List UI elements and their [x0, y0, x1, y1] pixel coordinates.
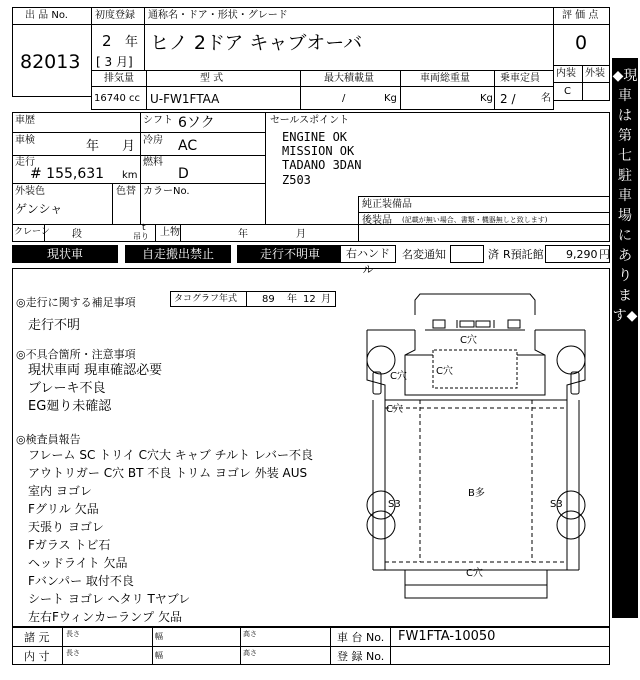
genuine-equipment-label: 純正装備品 [362, 199, 412, 210]
max-load-value: / [342, 93, 346, 104]
gross-weight-label: 車両総重量 [420, 73, 470, 84]
width-label-2: 幅 [155, 651, 163, 660]
tax-unit: 円 [599, 248, 610, 261]
car-name-label: 通称名・ドア・形状・グレード [148, 10, 288, 21]
inspection-label: 車検 [15, 135, 35, 146]
inspector-note-line: ヘッドライト 欠品 [28, 556, 128, 570]
name-change-box [450, 245, 484, 263]
width-label: 幅 [155, 632, 163, 641]
defect-note-line: 現状車両 現車確認必要 [28, 363, 163, 378]
diagram-mark-cab-center: C穴 [436, 366, 453, 377]
color-change-label: 色替 [116, 186, 136, 197]
length-label-2: 長さ [66, 649, 80, 657]
tacho-year: 89 [262, 294, 275, 305]
diagram-mark-cab-top: C穴 [460, 335, 477, 346]
fuel-label: 燃料 [143, 157, 163, 168]
parking-notice-bar [612, 58, 638, 618]
crane-hang-unit: 吊り [133, 232, 149, 241]
max-load-label: 最大積載量 [324, 73, 374, 84]
first-reg-label: 初度登録 [95, 10, 135, 21]
score-label: 評 価 点 [562, 10, 599, 21]
aftermarket-label: 後装品 [362, 215, 392, 226]
defect-note-line: EG廻り未確認 [28, 399, 112, 414]
mileage-unit: km [122, 170, 138, 181]
tacho-label: タコグラフ年式 [174, 294, 238, 304]
dims-label: 諸 元 [24, 631, 50, 644]
model-value: U-FW1FTAA [150, 92, 220, 106]
fuel-value: D [178, 166, 189, 182]
first-reg-year-unit: 年 [125, 35, 139, 50]
car-name: ヒノ 2ドア キャブオーバ [150, 32, 363, 54]
shift-label: シフト [143, 115, 173, 126]
sales-point-1: ENGINE OK [282, 130, 348, 144]
capacity-value: 2 / [500, 92, 516, 106]
inspector-note-line: Fバンパー 取付不良 [28, 574, 134, 588]
diagram-mark-rear: C穴 [466, 568, 483, 579]
driving-notes-heading: ◎走行に関する補足事項 [16, 296, 136, 309]
sales-point-3: TADANO 3DAN [282, 158, 362, 172]
displacement-value: 16740 cc [94, 93, 140, 104]
name-change-label: 名変通知 [402, 248, 446, 261]
gross-weight-unit: Kg [480, 93, 493, 104]
sales-point-4: Z503 [282, 173, 311, 187]
mileage-label: 走行 [15, 157, 35, 168]
ext-color-value: ゲンシャ [15, 202, 63, 216]
tax-label: R預託館 [503, 248, 544, 261]
diagram-mark-right-rear: S3 [550, 499, 563, 510]
diagram-mark-left-frame: C穴 [386, 404, 403, 415]
inspector-note-line: 天張り ヨゴレ [28, 520, 104, 534]
displacement-label: 排気量 [104, 73, 134, 84]
driving-note-line: 走行不明 [28, 318, 81, 333]
tax-prefix: 済 [488, 248, 499, 261]
defect-notes-heading: ◎不具合箇所・注意事項 [16, 348, 136, 361]
tax-value: 9,290 [566, 248, 598, 261]
crane-ton-unit: t [142, 223, 146, 233]
interior-score-label: 内装 [556, 68, 576, 79]
inspector-note-line: 左右Fウィンカーランプ 欠品 [28, 610, 182, 624]
history-label: 車歴 [15, 115, 35, 126]
inspector-note-line: Fグリル 欠品 [28, 502, 99, 516]
lot-no-label: 出 品 No. [25, 10, 68, 21]
diagram-mark-left-rear: S3 [388, 499, 401, 510]
exterior-score-label: 外装 [585, 68, 605, 79]
length-label: 長さ [66, 630, 80, 638]
upper-month-unit: 月 [296, 229, 306, 240]
upper-year-unit: 年 [238, 229, 248, 240]
inspection-year-unit: 年 [86, 139, 100, 154]
score-value: 0 [575, 32, 588, 54]
defect-note-line: ブレーキ不良 [28, 381, 106, 396]
inspection-month-unit: 月 [122, 139, 136, 154]
interior-score: C [564, 86, 571, 97]
model-label: 型 式 [200, 73, 224, 84]
shift-value: 6ソク [178, 115, 215, 131]
inspector-note-line: 室内 ヨゴレ [28, 484, 92, 498]
sales-point-label: セールスポイント [270, 115, 350, 126]
inspector-note-line: シート ヨゴレ ヘタリ Tヤブレ [28, 592, 191, 606]
ext-color-label: 外装色 [15, 186, 45, 197]
mileage-value: # 155,631 [30, 166, 105, 182]
aftermarket-note: (記載が無い場合、書類・機器無しと致します) [402, 216, 548, 224]
inspector-note-line: フレーム SC トリイ C穴大 キャブ チルト レバー不良 [28, 448, 313, 462]
upper-body-label: 上物 [160, 227, 180, 238]
tacho-month: 12 [303, 294, 316, 305]
color-no-label: カラーNo. [143, 186, 190, 197]
not-drivable-badge: 走行不明車 [237, 245, 343, 263]
inspector-note-line: Fガラス トビ石 [28, 538, 111, 552]
first-reg-year: 2 [102, 32, 112, 50]
registration-no-label: 登 録 No. [337, 650, 385, 663]
tacho-year-unit: 年 [287, 294, 297, 305]
chassis-no-label: 車 台 No. [337, 631, 385, 644]
crane-step-unit: 段 [72, 229, 82, 240]
diagram-mark-left-front: C穴 [390, 371, 407, 382]
max-load-unit: Kg [384, 93, 397, 104]
no-self-drive-badge: 自走搬出禁止 [125, 245, 231, 263]
height-label-2: 高さ [243, 649, 257, 657]
chassis-no-value: FW1FTA-10050 [398, 629, 496, 644]
crane-label: クレーン [14, 227, 50, 237]
diagram-mark-bed: B多 [468, 488, 485, 499]
capacity-unit: 名 [541, 93, 551, 104]
height-label: 高さ [243, 630, 257, 638]
inspector-note-line: アウトリガー C穴 BT 不良 トリム ヨゴレ 外装 AUS [28, 466, 308, 480]
lot-number: 82013 [20, 51, 81, 73]
first-reg-month: [ 3 月] [96, 55, 133, 69]
right-handle-badge: 右ハンドル [340, 245, 396, 263]
as-is-badge: 現状車 [12, 245, 118, 263]
tacho-month-unit: 月 [321, 294, 331, 305]
sales-point-2: MISSION OK [282, 144, 355, 158]
inspector-report-heading: ◎検査員報告 [16, 433, 81, 446]
capacity-label: 乗車定員 [500, 73, 540, 84]
parking-notice-text: ◆現車は第七駐車場にあります◆ [612, 68, 638, 324]
ac-label: 冷房 [143, 135, 163, 146]
ac-value: AC [178, 138, 198, 154]
interior-dims-label: 内 寸 [24, 650, 50, 663]
